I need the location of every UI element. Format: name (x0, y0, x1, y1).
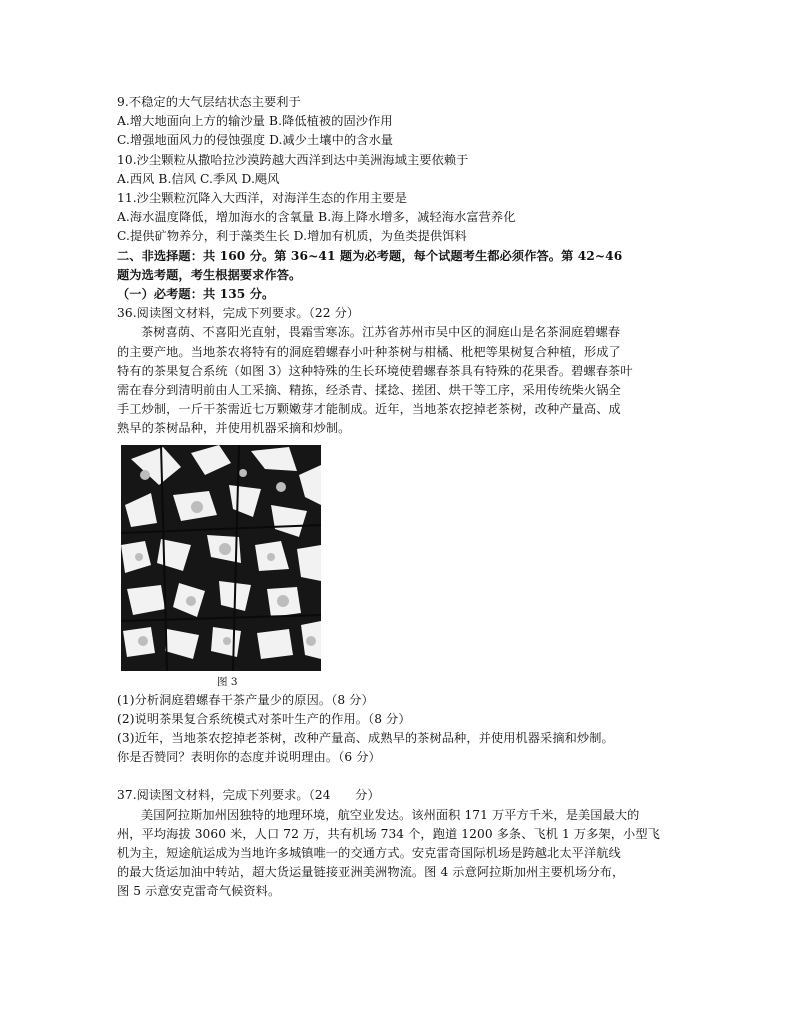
q11-stem: 11.沙尘颗粒沉降入大西洋，对海洋生态的作用主要是 (117, 191, 408, 206)
q36-sub3-line2: 你是否赞同？表明你的态度并说明理由。（6 分） (117, 750, 381, 765)
figure-3-caption: 图 3 (217, 675, 238, 688)
q36-material-line: 需在春分到清明前由人工采摘、精拣，经杀青、揉捻、搓团、烘干等工序，采用传统柴火锅全 (117, 383, 621, 398)
q36-stem: 36.阅读图文材料，完成下列要求。（22 分） (117, 306, 360, 321)
q36-material-line: 茶树喜荫、不喜阳光直射，畏霜雪寒冻。江苏省苏州市吴中区的洞庭山是名茶洞庭碧螺春 (141, 325, 621, 340)
exam-page (117, 93, 679, 902)
q11-options-ab: A.海水温度降低，增加海水的含氧量 B.海上降水增多，减轻海水富营养化 (117, 210, 516, 225)
tea-fruit-system-photo (121, 445, 321, 671)
q37-material-line: 州，平均海拔 3060 米，人口 72 万，共有机场 734 个，跑道 1200 多条、飞机 1 万多架，小型飞 (117, 826, 660, 841)
q36-material-line: 特有的茶果复合系统（如图 3）这种特殊的生长环境使碧螺春茶具有特殊的花果香。碧螺春茶叶 (117, 363, 633, 378)
q36-sub3-line1: (3)近年，当地茶农挖掉老茶树，改种产量高、成熟早的茶树品种，并使用机器采摘和炒制。 (117, 731, 614, 746)
required-questions-heading: （一）必考题：共 135 分。 (117, 287, 275, 302)
q37-stem: 37.阅读图文材料，完成下列要求。（24 分） (117, 788, 380, 803)
q10-stem: 10.沙尘颗粒从撒哈拉沙漠跨越大西洋到达中美洲海域主要依赖于 (117, 152, 469, 167)
q37-material-line: 机为主，短途航运成为当地许多城镇唯一的交通方式。安克雷奇国际机场是跨越北太平洋航线 (117, 846, 621, 861)
q36-sub2: (2)说明茶果复合系统模式对茶叶生产的作用。（8 分） (117, 711, 411, 726)
q11-options-cd: C.提供矿物养分，利于藻类生长 D.增加有机质，为鱼类提供饵料 (117, 229, 467, 244)
q36-material (117, 323, 679, 438)
q37-material-line: 的最大货运加油中转站，超大货运量链接亚洲美洲物流。图 4 示意阿拉斯加州主要机场分布， (117, 865, 625, 880)
q37-material-line: 图 5 示意安克雷奇气候资料。 (117, 884, 281, 899)
spacer (117, 767, 679, 786)
q36-sub1: (1)分析洞庭碧螺春干茶产量少的原因。（8 分） (117, 692, 374, 707)
q36-material-line: 手工炒制，一斤干茶需近七万颗嫩芽才能制成。近年，当地茶农挖掉老茶树，改种产量高、成 (117, 402, 621, 417)
q9-options-cd: C.增强地面风力的侵蚀强度 D.减少土壤中的含水量 (117, 133, 394, 148)
section2-heading-line1: 二、非选择题：共 160 分。第 36~41 题为必考题，每个试题考生都必须作答。第 42~46 (117, 248, 623, 263)
q9-stem: 9.不稳定的大气层结状态主要利于 (117, 95, 301, 109)
q37-material (117, 806, 679, 902)
section2-heading-line2: 题为选考题，考生根据要求作答。 (117, 267, 302, 282)
q9-options-ab: A.增大地面向上方的输沙量 B.降低植被的固沙作用 (117, 114, 393, 129)
q36-material-line: 熟早的茶树品种，并使用机器采摘和炒制。 (117, 421, 351, 436)
q37-material-line: 美国阿拉斯加州因独特的地理环境，航空业发达。该州面积 171 万平方千米，是美国最大的 (141, 807, 640, 822)
q36-material-line: 的主要产地。当地茶农将特有的洞庭碧螺春小叶种茶树与柑橘、枇杷等果树复合种植，形成了 (117, 344, 621, 359)
q10-options: A.西风 B.信风 C.季风 D.飓风 (117, 171, 280, 186)
